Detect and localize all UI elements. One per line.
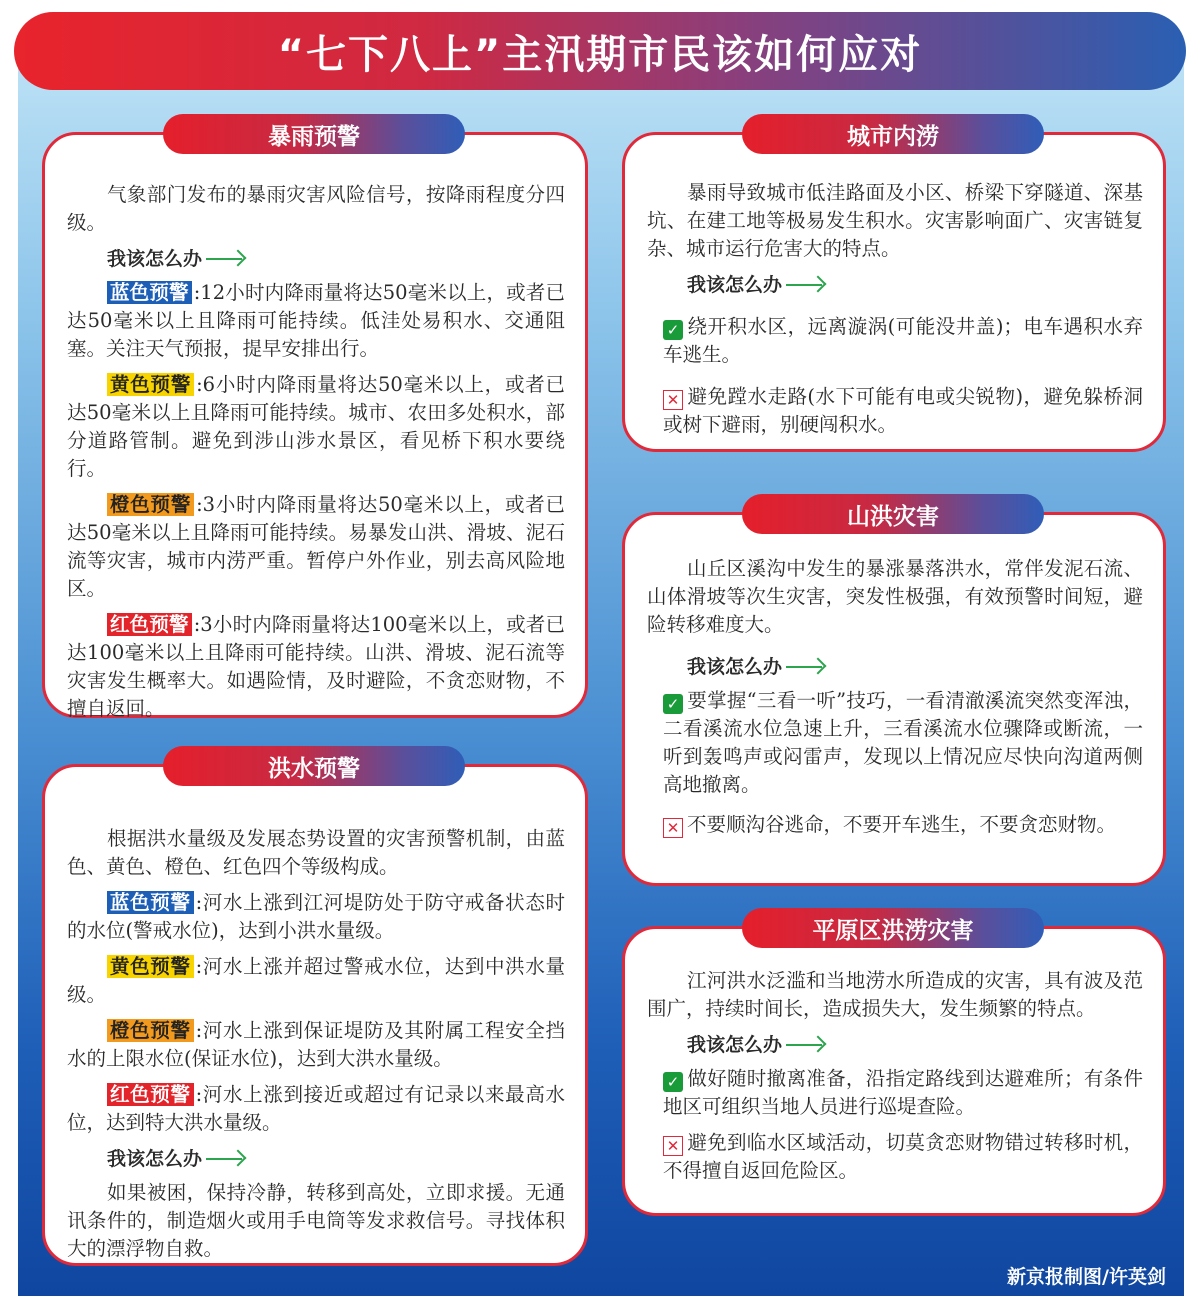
title-banner — [14, 12, 1186, 90]
arrow-right-icon — [786, 1044, 822, 1046]
flood-level-blue: 蓝色预警 :河水上涨到江河堤防处于防守戒备状态时的水位(警戒水位)，达到小洪水量级。 — [67, 891, 565, 942]
blue-badge: 蓝色预警 — [107, 281, 192, 304]
arrow-right-icon — [206, 258, 242, 260]
tab-label: 暴雨预警 — [268, 123, 360, 150]
rainstorm-level-blue: 蓝色预警 :12小时内降雨量将达50毫米以上，或者已达50毫米以上且降雨可能持续。低洼处易积水、交通阻塞。关注天气预报，提早安排出行。 — [67, 281, 565, 360]
arrow-right-icon — [206, 1158, 242, 1160]
how-to-act-heading: 我该怎么办 — [107, 245, 565, 273]
arrow-right-icon — [786, 284, 822, 286]
tab-label: 城市内涝 — [847, 123, 939, 150]
tab-flood-warning — [163, 746, 465, 786]
card-mountain-flood — [622, 512, 1166, 886]
plain-intro: 江河洪水泛滥和当地涝水所造成的灾害，具有波及范围广，持续时间长，造成损失大，发生频繁的特点。 — [647, 969, 1143, 1020]
mountain-intro: 山丘区溪沟中发生的暴涨暴落洪水，常伴发泥石流、山体滑坡等次生灾害，突发性极强，有效预警时间短，避险转移难度大。 — [647, 557, 1143, 636]
card-plain-flood — [622, 926, 1166, 1216]
rainstorm-level-orange: 橙色预警 :3小时内降雨量将达50毫米以上，或者已达50毫米以上且降雨可能持续。易暴发山洪、滑坡、泥石流等灾害，城市内涝严重。暂停户外作业，别去高风险地区。 — [67, 493, 565, 600]
tab-mountain-flood — [742, 494, 1044, 534]
red-badge: 红色预警 — [107, 1083, 194, 1106]
cross-icon: ✕ — [663, 1136, 683, 1156]
yellow-badge: 黄色预警 — [107, 373, 194, 396]
blue-badge: 蓝色预警 — [107, 891, 194, 914]
flood-level-orange: 橙色预警 :河水上涨到保证堤防及其附属工程安全挡水的上限水位(保证水位)，达到大洪水量级。 — [67, 1019, 565, 1070]
card-rainstorm-warning — [42, 132, 588, 718]
tab-label: 洪水预警 — [268, 755, 360, 782]
arrow-right-icon — [786, 666, 822, 668]
rainstorm-level-yellow: 黄色预警 :6小时内降雨量将达50毫米以上，或者已达50毫米以上且降雨可能持续。城市、农田多处积水，部分道路管制。避免到涉山涉水景区，看见桥下积水要绕行。 — [67, 373, 565, 480]
yellow-badge: 黄色预警 — [107, 955, 194, 978]
plain-dont: ✕ 避免到临水区域活动，切莫贪恋财物错过转移时机，不得擅自返回危险区。 — [663, 1131, 1143, 1182]
image-credit: 新京报制图/许英剑 — [1007, 1266, 1166, 1288]
card-flood-warning — [42, 764, 588, 1266]
flood-level-red: 红色预警 :河水上涨到接近或超过有记录以来最高水位，达到特大洪水量级。 — [67, 1083, 565, 1134]
cross-icon: ✕ — [663, 818, 683, 838]
rainstorm-level-red: 红色预警 :3小时内降雨量将达100毫米以上，或者已达100毫米以上且降雨可能持续。山洪、滑坡、泥石流等灾害发生概率大。如遇险情，及时避险，不贪恋财物，不擅自返回。 — [67, 613, 565, 720]
checkmark-icon: ✓ — [663, 694, 683, 714]
orange-badge: 橙色预警 — [107, 493, 194, 516]
how-to-act-heading: 我该怎么办 — [687, 1031, 1143, 1059]
tab-urban-waterlogging — [742, 114, 1044, 154]
tab-rainstorm-warning — [163, 114, 465, 154]
checkmark-icon: ✓ — [663, 1072, 683, 1092]
red-badge: 红色预警 — [107, 613, 192, 636]
urban-intro: 暴雨导致城市低洼路面及小区、桥梁下穿隧道、深基坑、在建工地等极易发生积水。灾害影响面广、灾害链复杂、城市运行危害大的特点。 — [647, 181, 1143, 260]
flood-level-yellow: 黄色预警 :河水上涨并超过警戒水位，达到中洪水量级。 — [67, 955, 565, 1006]
tab-plain-flood — [742, 908, 1044, 948]
cross-icon: ✕ — [663, 390, 683, 410]
mountain-dont: ✕ 不要顺沟谷逃命，不要开车逃生，不要贪恋财物。 — [647, 811, 1143, 839]
how-to-act-heading: 我该怎么办 — [687, 271, 1143, 299]
flood-intro: 根据洪水量级及发展态势设置的灾害预警机制，由蓝色、黄色、橙色、红色四个等级构成。 — [67, 827, 565, 878]
card-urban-waterlogging — [622, 132, 1166, 452]
how-to-act-heading: 我该怎么办 — [107, 1145, 565, 1173]
mountain-do: ✓ 要掌握“三看一听”技巧，一看清澈溪流突然变浑浊，二看溪流水位急速上升，三看溪流水位骤降或断流，一听到轰鸣声或闷雷声，发现以上情况应尽快向沟道两侧高地撤离。 — [663, 689, 1143, 796]
page-title: “七下八上”主汛期市民该如何应对 — [277, 31, 923, 78]
orange-badge: 橙色预警 — [107, 1019, 194, 1042]
urban-do: ✓ 绕开积水区，远离漩涡(可能没井盖)；电车遇积水弃车逃生。 — [663, 315, 1143, 366]
tab-label: 平原区洪涝灾害 — [812, 917, 974, 944]
urban-dont: ✕ 避免蹚水走路(水下可能有电或尖锐物)，避免躲桥洞或树下避雨，别硬闯积水。 — [663, 385, 1143, 436]
how-to-act-heading: 我该怎么办 — [687, 653, 1143, 681]
plain-do: ✓ 做好随时撤离准备，沿指定路线到达避难所；有条件地区可组织当地人员进行巡堤查险。 — [663, 1067, 1143, 1118]
rainstorm-intro: 气象部门发布的暴雨灾害风险信号，按降雨程度分四级。 — [67, 183, 565, 234]
flood-advice: 如果被困，保持冷静，转移到高处，立即求援。无通讯条件的，制造烟火或用手电筒等发求救信号。寻找体积大的漂浮物自救。 — [67, 1181, 565, 1260]
tab-label: 山洪灾害 — [847, 503, 939, 530]
checkmark-icon: ✓ — [663, 320, 683, 340]
